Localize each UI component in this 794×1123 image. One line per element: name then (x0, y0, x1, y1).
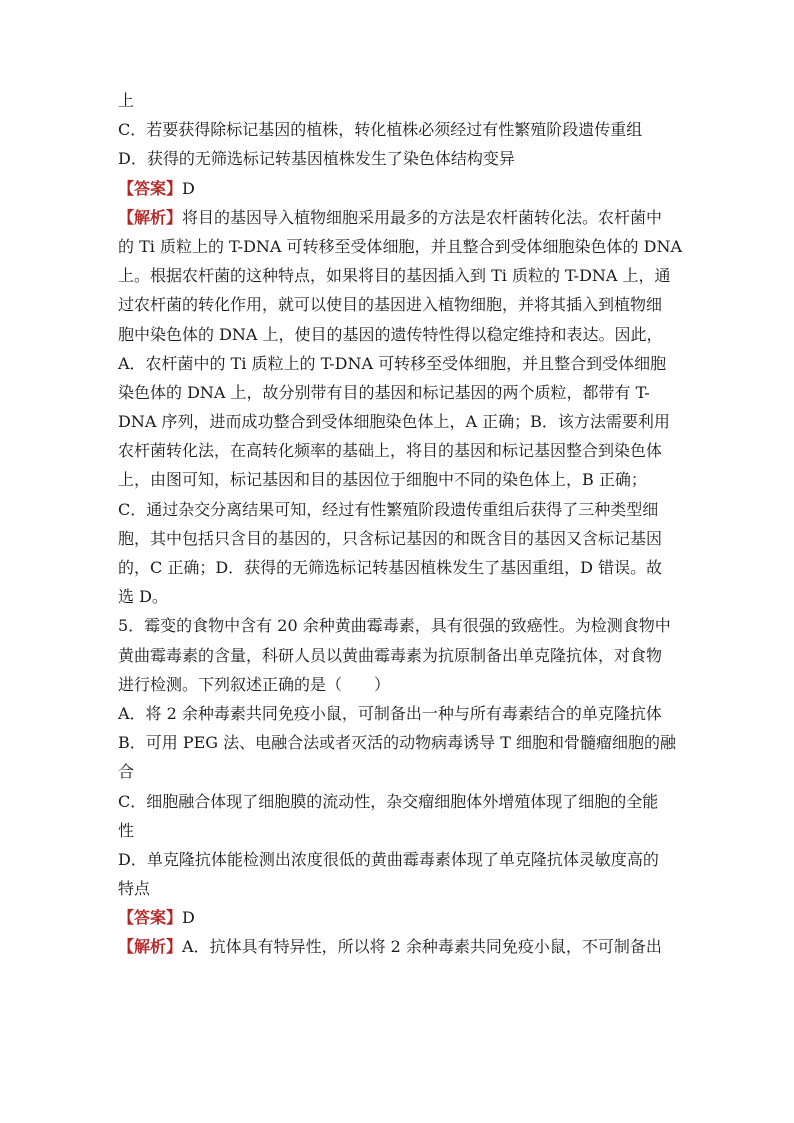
line-text: D (182, 178, 195, 198)
text-line (118, 320, 678, 349)
line-text: 的，C 正确；D．获得的无筛选标记转基因植株发生了基因重组，D 错误。故 (118, 558, 663, 577)
text-line (118, 699, 678, 728)
line-text: 黄曲霉毒素的含量，科研人员以黄曲霉毒素为抗原制备出单克隆抗体，对食物 (118, 645, 663, 665)
line-text: 染色体的 DNA 上，故分别带有目的基因和标记基因的两个质粒，都带有 T- (118, 382, 650, 402)
line-text: B．可用 PEG 法、电融合法或者灭活的动物病毒诱导 T 细胞和骨髓瘤细胞的融 (118, 733, 677, 753)
text-line (118, 670, 678, 699)
text-line (118, 378, 678, 407)
line-text: C．通过杂交分离结果可知，经过有性繁殖阶段遗传重组后获得了三种类型细 (118, 499, 659, 519)
line-text: 胞中染色体的 DNA 上，使目的基因的遗传特性得以稳定维持和表达。因此， (118, 324, 663, 344)
line-text: 农杆菌转化法，在高转化频率的基础上，将目的基因和标记基因整合到染色体 (118, 441, 663, 461)
text-line (118, 553, 678, 582)
text-line (118, 232, 683, 261)
line-text: A．抗体具有特异性，所以将 2 余种毒素共同免疫小鼠，不可制备出 (182, 937, 662, 957)
text-line (118, 144, 678, 173)
text-line (118, 86, 678, 115)
line-text: 的 Ti 质粒上的 T-DNA 可转移至受体细胞，并且整合到受体细胞染色体的 DNA (118, 236, 683, 256)
line-text: A．将 2 余种毒素共同免疫小鼠，可制备出一种与所有毒素结合的单克隆抗体 (118, 703, 662, 723)
document-page (118, 86, 683, 962)
text-line (118, 436, 678, 465)
text-line (118, 349, 678, 378)
answer-label: 【答案】 (118, 908, 183, 928)
text-line (118, 174, 678, 203)
answer-label: 【答案】 (118, 178, 183, 198)
analysis-label: 【解析】 (118, 207, 183, 227)
line-text: 合 (118, 762, 135, 782)
text-line (118, 261, 678, 290)
text-line (118, 290, 678, 319)
text-line (118, 932, 678, 961)
line-text: 胞，其中包括只含目的基因的，只含标记基因的和既含目的基因又含标记基因 (118, 528, 663, 548)
line-text: D．单克隆抗体能检测出浓度很低的黄曲霉毒素体现了单克隆抗体灵敏度高的 (118, 849, 659, 869)
text-line (118, 845, 678, 874)
line-text: 上，由图可知，标记基因和目的基因位于细胞中不同的染色体上，B 正确； (118, 470, 647, 490)
text-line (118, 203, 678, 232)
document-body (118, 86, 683, 962)
line-text: 5．霉变的食物中含有 20 余种黄曲霉毒素，具有很强的致癌性。为检测食物中 (118, 616, 671, 636)
line-text: 进行检测。下列叙述正确的是（ ） (118, 674, 391, 694)
text-line (118, 465, 678, 494)
text-line (118, 407, 678, 436)
line-text: 特点 (118, 879, 151, 899)
text-line (118, 611, 678, 640)
line-text: DNA 序列，进而成功整合到受体细胞染色体上，A 正确；B．该方法需要利用 (118, 412, 670, 432)
line-text: C．若要获得除标记基因的植株，转化植株必须经过有性繁殖阶段遗传重组 (118, 120, 643, 140)
line-text: D．获得的无筛选标记转基因植株发生了染色体结构变异 (118, 149, 515, 169)
line-text: C．细胞融合体现了细胞膜的流动性，杂交瘤细胞体外增殖体现了细胞的全能 (118, 791, 659, 811)
text-line (118, 115, 678, 144)
line-text: 上 (118, 91, 135, 110)
text-line (118, 757, 678, 786)
text-line (118, 816, 678, 845)
text-line (118, 787, 678, 816)
text-line (118, 524, 678, 553)
text-line (118, 903, 678, 932)
line-text: 选 D。 (118, 587, 168, 607)
line-text: 将目的基因导入植物细胞采用最多的方法是农杆菌转化法。农杆菌中 (182, 207, 663, 227)
text-line (118, 495, 678, 524)
text-line (118, 874, 678, 903)
line-text: 过农杆菌的转化作用，就可以使目的基因进入植物细胞，并将其插入到植物细 (118, 295, 663, 315)
analysis-label: 【解析】 (118, 937, 183, 957)
line-text: 性 (118, 820, 135, 840)
line-text: A．农杆菌中的 Ti 质粒上的 T-DNA 可转移至受体细胞，并且整合到受体细胞 (118, 353, 667, 373)
text-line (118, 728, 678, 757)
line-text: 上。根据农杆菌的这种特点，如果将目的基因插入到 Ti 质粒的 T-DNA 上，通 (118, 266, 671, 286)
text-line (118, 641, 678, 670)
line-text: D (182, 908, 195, 928)
text-line (118, 582, 678, 611)
